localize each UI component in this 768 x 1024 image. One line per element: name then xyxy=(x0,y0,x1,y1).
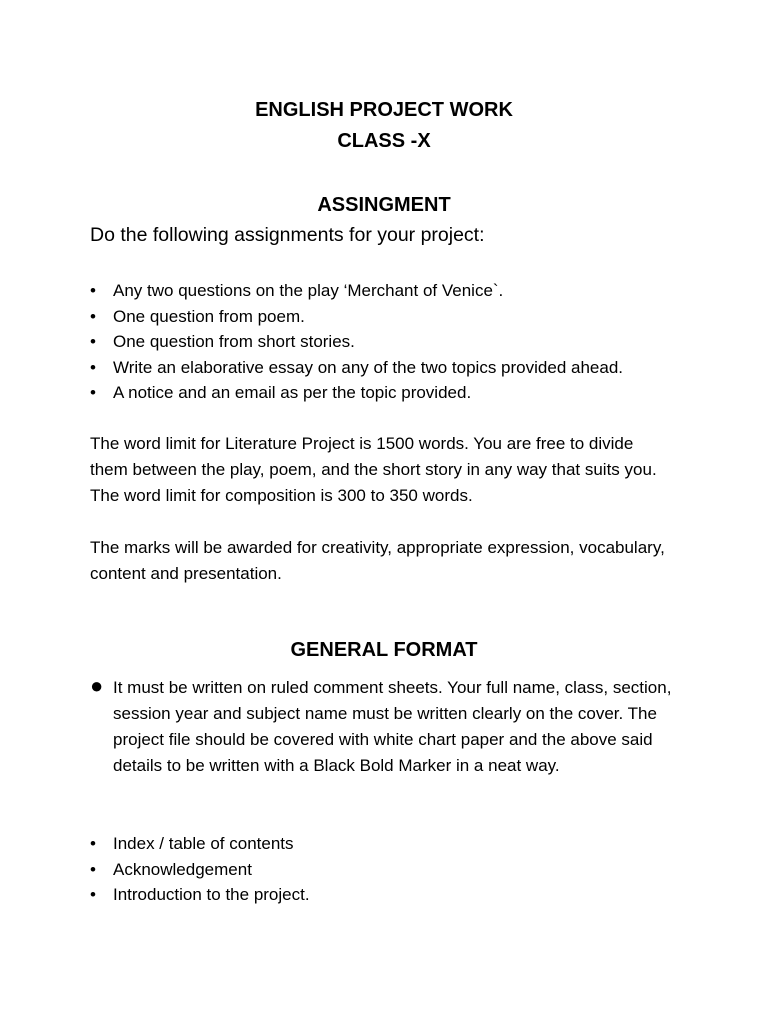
list-item-text: It must be written on ruled comment sheets. Your full name, class, section, session year and subject name must be written clearly on the cover. The project file should be covered with white chart paper and the above said details to be written with a Black Bold Marker in a neat way. xyxy=(113,678,672,775)
bullet-icon: • xyxy=(90,383,96,402)
list-item-text: One question from poem. xyxy=(113,306,305,326)
bullet-icon: • xyxy=(90,281,96,300)
list-item-text: Introduction to the project. xyxy=(113,885,310,904)
marks-paragraph: The marks will be awarded for creativity, appropriate expression, vocabulary, content and presentation. xyxy=(90,538,665,583)
bullet-icon: • xyxy=(90,357,96,377)
list-item-text: Acknowledgement xyxy=(113,859,252,879)
list-item xyxy=(90,882,310,908)
general-format-main-list xyxy=(90,675,680,779)
list-item xyxy=(90,278,623,304)
list-item xyxy=(90,380,623,406)
document-title: ENGLISH PROJECT WORK xyxy=(255,99,513,121)
bullet-icon: • xyxy=(90,859,96,879)
list-item xyxy=(90,675,680,779)
bullet-icon: • xyxy=(90,306,96,326)
list-item-text: One question from short stories. xyxy=(113,332,355,351)
assignment-intro: Do the following assignments for your project: xyxy=(90,224,485,246)
list-item-text: A notice and an email as per the topic provided. xyxy=(113,383,472,402)
list-item xyxy=(90,857,310,883)
list-item xyxy=(90,304,623,330)
assignment-heading: ASSINGMENT xyxy=(317,194,451,216)
bullet-icon: • xyxy=(90,885,96,904)
list-item-text: Index / table of contents xyxy=(113,834,294,853)
list-item xyxy=(90,355,623,381)
general-format-list xyxy=(90,831,310,908)
assignment-list xyxy=(90,278,623,406)
bullet-icon: • xyxy=(90,834,96,853)
class-label: CLASS -X xyxy=(337,130,431,152)
general-format-heading: GENERAL FORMAT xyxy=(290,639,478,661)
list-item xyxy=(90,329,623,355)
bullet-icon: • xyxy=(90,332,96,351)
list-item-text: Any two questions on the play ‘Merchant of Venice`. xyxy=(113,281,504,300)
list-item xyxy=(90,831,310,857)
list-item-text: Write an elaborative essay on any of the two topics provided ahead. xyxy=(113,357,623,377)
word-limit-paragraph: The word limit for Literature Project is 1500 words. You are free to divide them between the play, poem, and the short story in any way that suits you. The word limit for composition is 300 to 350 words. xyxy=(90,434,657,505)
bullet-icon: ● xyxy=(90,673,104,698)
